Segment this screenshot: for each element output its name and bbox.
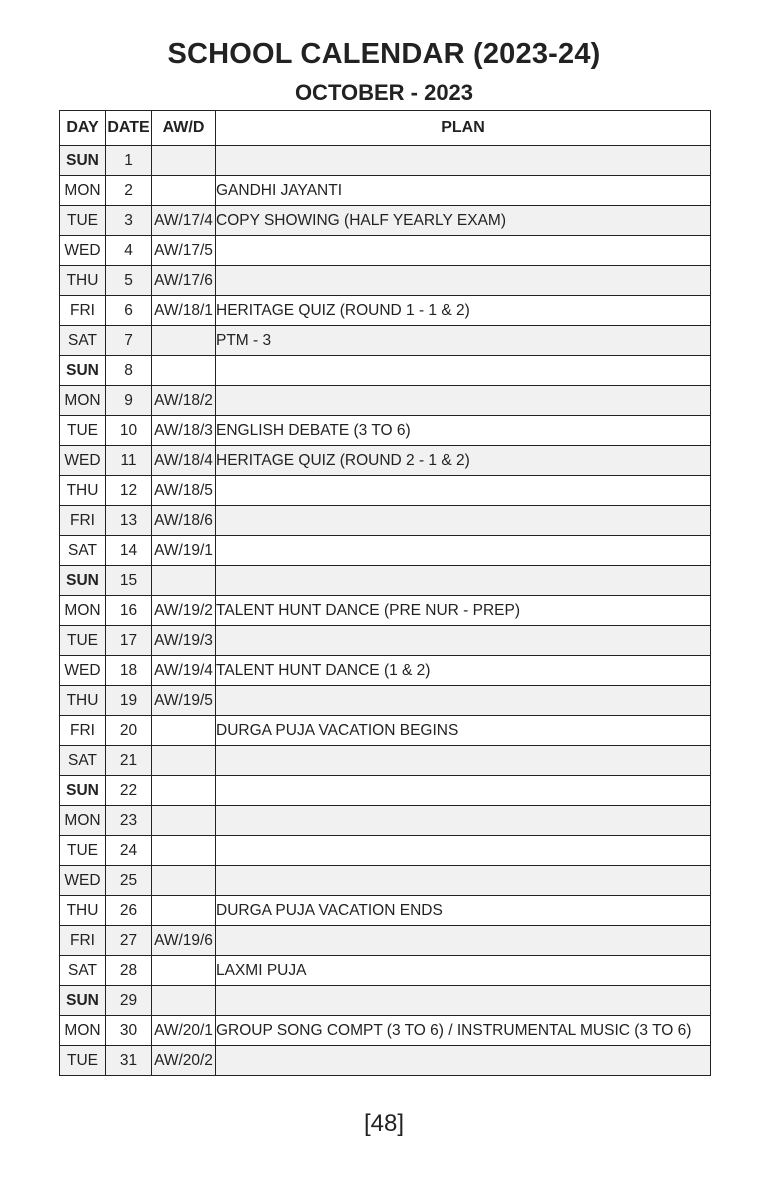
table-row bbox=[60, 326, 711, 356]
awd-cell bbox=[152, 176, 216, 206]
day-cell: FRI bbox=[60, 506, 106, 536]
table-row bbox=[60, 476, 711, 506]
table-row bbox=[60, 386, 711, 416]
awd-cell bbox=[152, 326, 216, 356]
table-row bbox=[60, 596, 711, 626]
plan-cell bbox=[216, 836, 711, 866]
table-row bbox=[60, 566, 711, 596]
date-cell: 7 bbox=[106, 326, 152, 356]
awd-cell: AW/19/6 bbox=[152, 926, 216, 956]
table-row bbox=[60, 686, 711, 716]
table-row bbox=[60, 176, 711, 206]
table-row bbox=[60, 146, 711, 176]
plan-cell: GANDHI JAYANTI bbox=[216, 176, 711, 206]
date-cell: 16 bbox=[106, 596, 152, 626]
day-cell: WED bbox=[60, 446, 106, 476]
plan-cell bbox=[216, 746, 711, 776]
date-cell: 28 bbox=[106, 956, 152, 986]
day-cell: THU bbox=[60, 686, 106, 716]
awd-cell bbox=[152, 806, 216, 836]
day-cell: TUE bbox=[60, 1046, 106, 1076]
plan-cell bbox=[216, 776, 711, 806]
table-row bbox=[60, 506, 711, 536]
awd-cell: AW/18/4 bbox=[152, 446, 216, 476]
date-cell: 19 bbox=[106, 686, 152, 716]
date-cell: 8 bbox=[106, 356, 152, 386]
month-subtitle: OCTOBER - 2023 bbox=[294, 80, 474, 105]
day-cell: THU bbox=[60, 266, 106, 296]
date-cell: 12 bbox=[106, 476, 152, 506]
date-cell: 18 bbox=[106, 656, 152, 686]
date-cell: 1 bbox=[106, 146, 152, 176]
plan-cell: COPY SHOWING (HALF YEARLY EXAM) bbox=[216, 206, 711, 236]
table-row bbox=[60, 626, 711, 656]
awd-cell bbox=[152, 986, 216, 1016]
plan-cell: ENGLISH DEBATE (3 TO 6) bbox=[216, 416, 711, 446]
date-cell: 9 bbox=[106, 386, 152, 416]
date-cell: 6 bbox=[106, 296, 152, 326]
awd-cell: AW/17/5 bbox=[152, 236, 216, 266]
awd-cell bbox=[152, 356, 216, 386]
day-cell: SUN bbox=[60, 356, 106, 386]
day-cell: MON bbox=[60, 176, 106, 206]
awd-cell: AW/19/5 bbox=[152, 686, 216, 716]
awd-cell: AW/17/4 bbox=[152, 206, 216, 236]
awd-cell: AW/19/2 bbox=[152, 596, 216, 626]
plan-cell bbox=[216, 866, 711, 896]
date-cell: 31 bbox=[106, 1046, 152, 1076]
awd-cell: AW/18/1 bbox=[152, 296, 216, 326]
plan-cell bbox=[216, 986, 711, 1016]
table-row bbox=[60, 836, 711, 866]
calendar-table bbox=[59, 110, 711, 1076]
table-row bbox=[60, 986, 711, 1016]
header-row bbox=[60, 111, 711, 146]
plan-cell: DURGA PUJA VACATION ENDS bbox=[216, 896, 711, 926]
awd-cell: AW/18/2 bbox=[152, 386, 216, 416]
date-cell: 21 bbox=[106, 746, 152, 776]
date-cell: 10 bbox=[106, 416, 152, 446]
table-row bbox=[60, 1046, 711, 1076]
date-cell: 25 bbox=[106, 866, 152, 896]
table-row bbox=[60, 206, 711, 236]
date-cell: 29 bbox=[106, 986, 152, 1016]
day-cell: WED bbox=[60, 236, 106, 266]
date-cell: 20 bbox=[106, 716, 152, 746]
awd-cell: AW/19/4 bbox=[152, 656, 216, 686]
awd-cell: AW/19/3 bbox=[152, 626, 216, 656]
plan-cell: HERITAGE QUIZ (ROUND 1 - 1 & 2) bbox=[216, 296, 711, 326]
day-cell: THU bbox=[60, 476, 106, 506]
plan-cell: LAXMI PUJA bbox=[216, 956, 711, 986]
date-cell: 22 bbox=[106, 776, 152, 806]
day-cell: TUE bbox=[60, 626, 106, 656]
table-row bbox=[60, 716, 711, 746]
plan-cell bbox=[216, 146, 711, 176]
plan-cell bbox=[216, 476, 711, 506]
day-cell: SAT bbox=[60, 536, 106, 566]
date-cell: 17 bbox=[106, 626, 152, 656]
date-cell: 11 bbox=[106, 446, 152, 476]
day-cell: SAT bbox=[60, 956, 106, 986]
plan-cell bbox=[216, 806, 711, 836]
day-cell: FRI bbox=[60, 926, 106, 956]
awd-cell bbox=[152, 776, 216, 806]
day-cell: FRI bbox=[60, 716, 106, 746]
table-row bbox=[60, 236, 711, 266]
plan-cell: PTM - 3 bbox=[216, 326, 711, 356]
date-cell: 4 bbox=[106, 236, 152, 266]
date-cell: 30 bbox=[106, 1016, 152, 1046]
table-row bbox=[60, 956, 711, 986]
table-row bbox=[60, 416, 711, 446]
day-cell: TUE bbox=[60, 206, 106, 236]
page-title: SCHOOL CALENDAR (2023-24) bbox=[167, 38, 601, 70]
date-cell: 26 bbox=[106, 896, 152, 926]
col-header-day: DAY bbox=[60, 111, 106, 146]
awd-cell: AW/18/6 bbox=[152, 506, 216, 536]
date-cell: 3 bbox=[106, 206, 152, 236]
awd-cell bbox=[152, 146, 216, 176]
plan-cell: TALENT HUNT DANCE (1 & 2) bbox=[216, 656, 711, 686]
day-cell: MON bbox=[60, 806, 106, 836]
day-cell: MON bbox=[60, 1016, 106, 1046]
col-header-awd: AW/D bbox=[152, 111, 216, 146]
awd-cell bbox=[152, 956, 216, 986]
awd-cell bbox=[152, 896, 216, 926]
plan-cell bbox=[216, 236, 711, 266]
plan-cell: TALENT HUNT DANCE (PRE NUR - PREP) bbox=[216, 596, 711, 626]
plan-cell: DURGA PUJA VACATION BEGINS bbox=[216, 716, 711, 746]
date-cell: 27 bbox=[106, 926, 152, 956]
day-cell: WED bbox=[60, 866, 106, 896]
plan-cell: GROUP SONG COMPT (3 TO 6) / INSTRUMENTAL MUSIC (3 TO 6) bbox=[216, 1016, 711, 1046]
awd-cell: AW/20/1 bbox=[152, 1016, 216, 1046]
date-cell: 2 bbox=[106, 176, 152, 206]
plan-cell bbox=[216, 386, 711, 416]
date-cell: 14 bbox=[106, 536, 152, 566]
awd-cell: AW/18/5 bbox=[152, 476, 216, 506]
col-header-date: DATE bbox=[106, 111, 152, 146]
awd-cell: AW/18/3 bbox=[152, 416, 216, 446]
table-row bbox=[60, 926, 711, 956]
date-cell: 23 bbox=[106, 806, 152, 836]
awd-cell bbox=[152, 566, 216, 596]
date-cell: 5 bbox=[106, 266, 152, 296]
awd-cell bbox=[152, 866, 216, 896]
plan-cell bbox=[216, 266, 711, 296]
day-cell: MON bbox=[60, 596, 106, 626]
day-cell: SUN bbox=[60, 146, 106, 176]
table-row bbox=[60, 356, 711, 386]
col-header-plan: PLAN bbox=[216, 111, 711, 146]
table-row bbox=[60, 536, 711, 566]
table-row bbox=[60, 776, 711, 806]
awd-cell: AW/20/2 bbox=[152, 1046, 216, 1076]
table-row bbox=[60, 446, 711, 476]
day-cell: SAT bbox=[60, 746, 106, 776]
day-cell: SUN bbox=[60, 986, 106, 1016]
table-row bbox=[60, 266, 711, 296]
day-cell: WED bbox=[60, 656, 106, 686]
plan-cell bbox=[216, 926, 711, 956]
awd-cell: AW/19/1 bbox=[152, 536, 216, 566]
awd-cell bbox=[152, 836, 216, 866]
date-cell: 24 bbox=[106, 836, 152, 866]
awd-cell bbox=[152, 746, 216, 776]
plan-cell: HERITAGE QUIZ (ROUND 2 - 1 & 2) bbox=[216, 446, 711, 476]
table-row bbox=[60, 866, 711, 896]
calendar-body bbox=[60, 146, 711, 1076]
awd-cell: AW/17/6 bbox=[152, 266, 216, 296]
page-number: [48] bbox=[363, 1110, 405, 1137]
day-cell: FRI bbox=[60, 296, 106, 326]
day-cell: TUE bbox=[60, 416, 106, 446]
table-row bbox=[60, 746, 711, 776]
plan-cell bbox=[216, 356, 711, 386]
plan-cell bbox=[216, 686, 711, 716]
table-row bbox=[60, 896, 711, 926]
plan-cell bbox=[216, 566, 711, 596]
plan-cell bbox=[216, 626, 711, 656]
day-cell: SUN bbox=[60, 776, 106, 806]
plan-cell bbox=[216, 536, 711, 566]
date-cell: 13 bbox=[106, 506, 152, 536]
table-row bbox=[60, 656, 711, 686]
awd-cell bbox=[152, 716, 216, 746]
day-cell: SAT bbox=[60, 326, 106, 356]
day-cell: THU bbox=[60, 896, 106, 926]
date-cell: 15 bbox=[106, 566, 152, 596]
day-cell: TUE bbox=[60, 836, 106, 866]
table-row bbox=[60, 1016, 711, 1046]
plan-cell bbox=[216, 1046, 711, 1076]
day-cell: SUN bbox=[60, 566, 106, 596]
day-cell: MON bbox=[60, 386, 106, 416]
table-row bbox=[60, 296, 711, 326]
table-row bbox=[60, 806, 711, 836]
plan-cell bbox=[216, 506, 711, 536]
